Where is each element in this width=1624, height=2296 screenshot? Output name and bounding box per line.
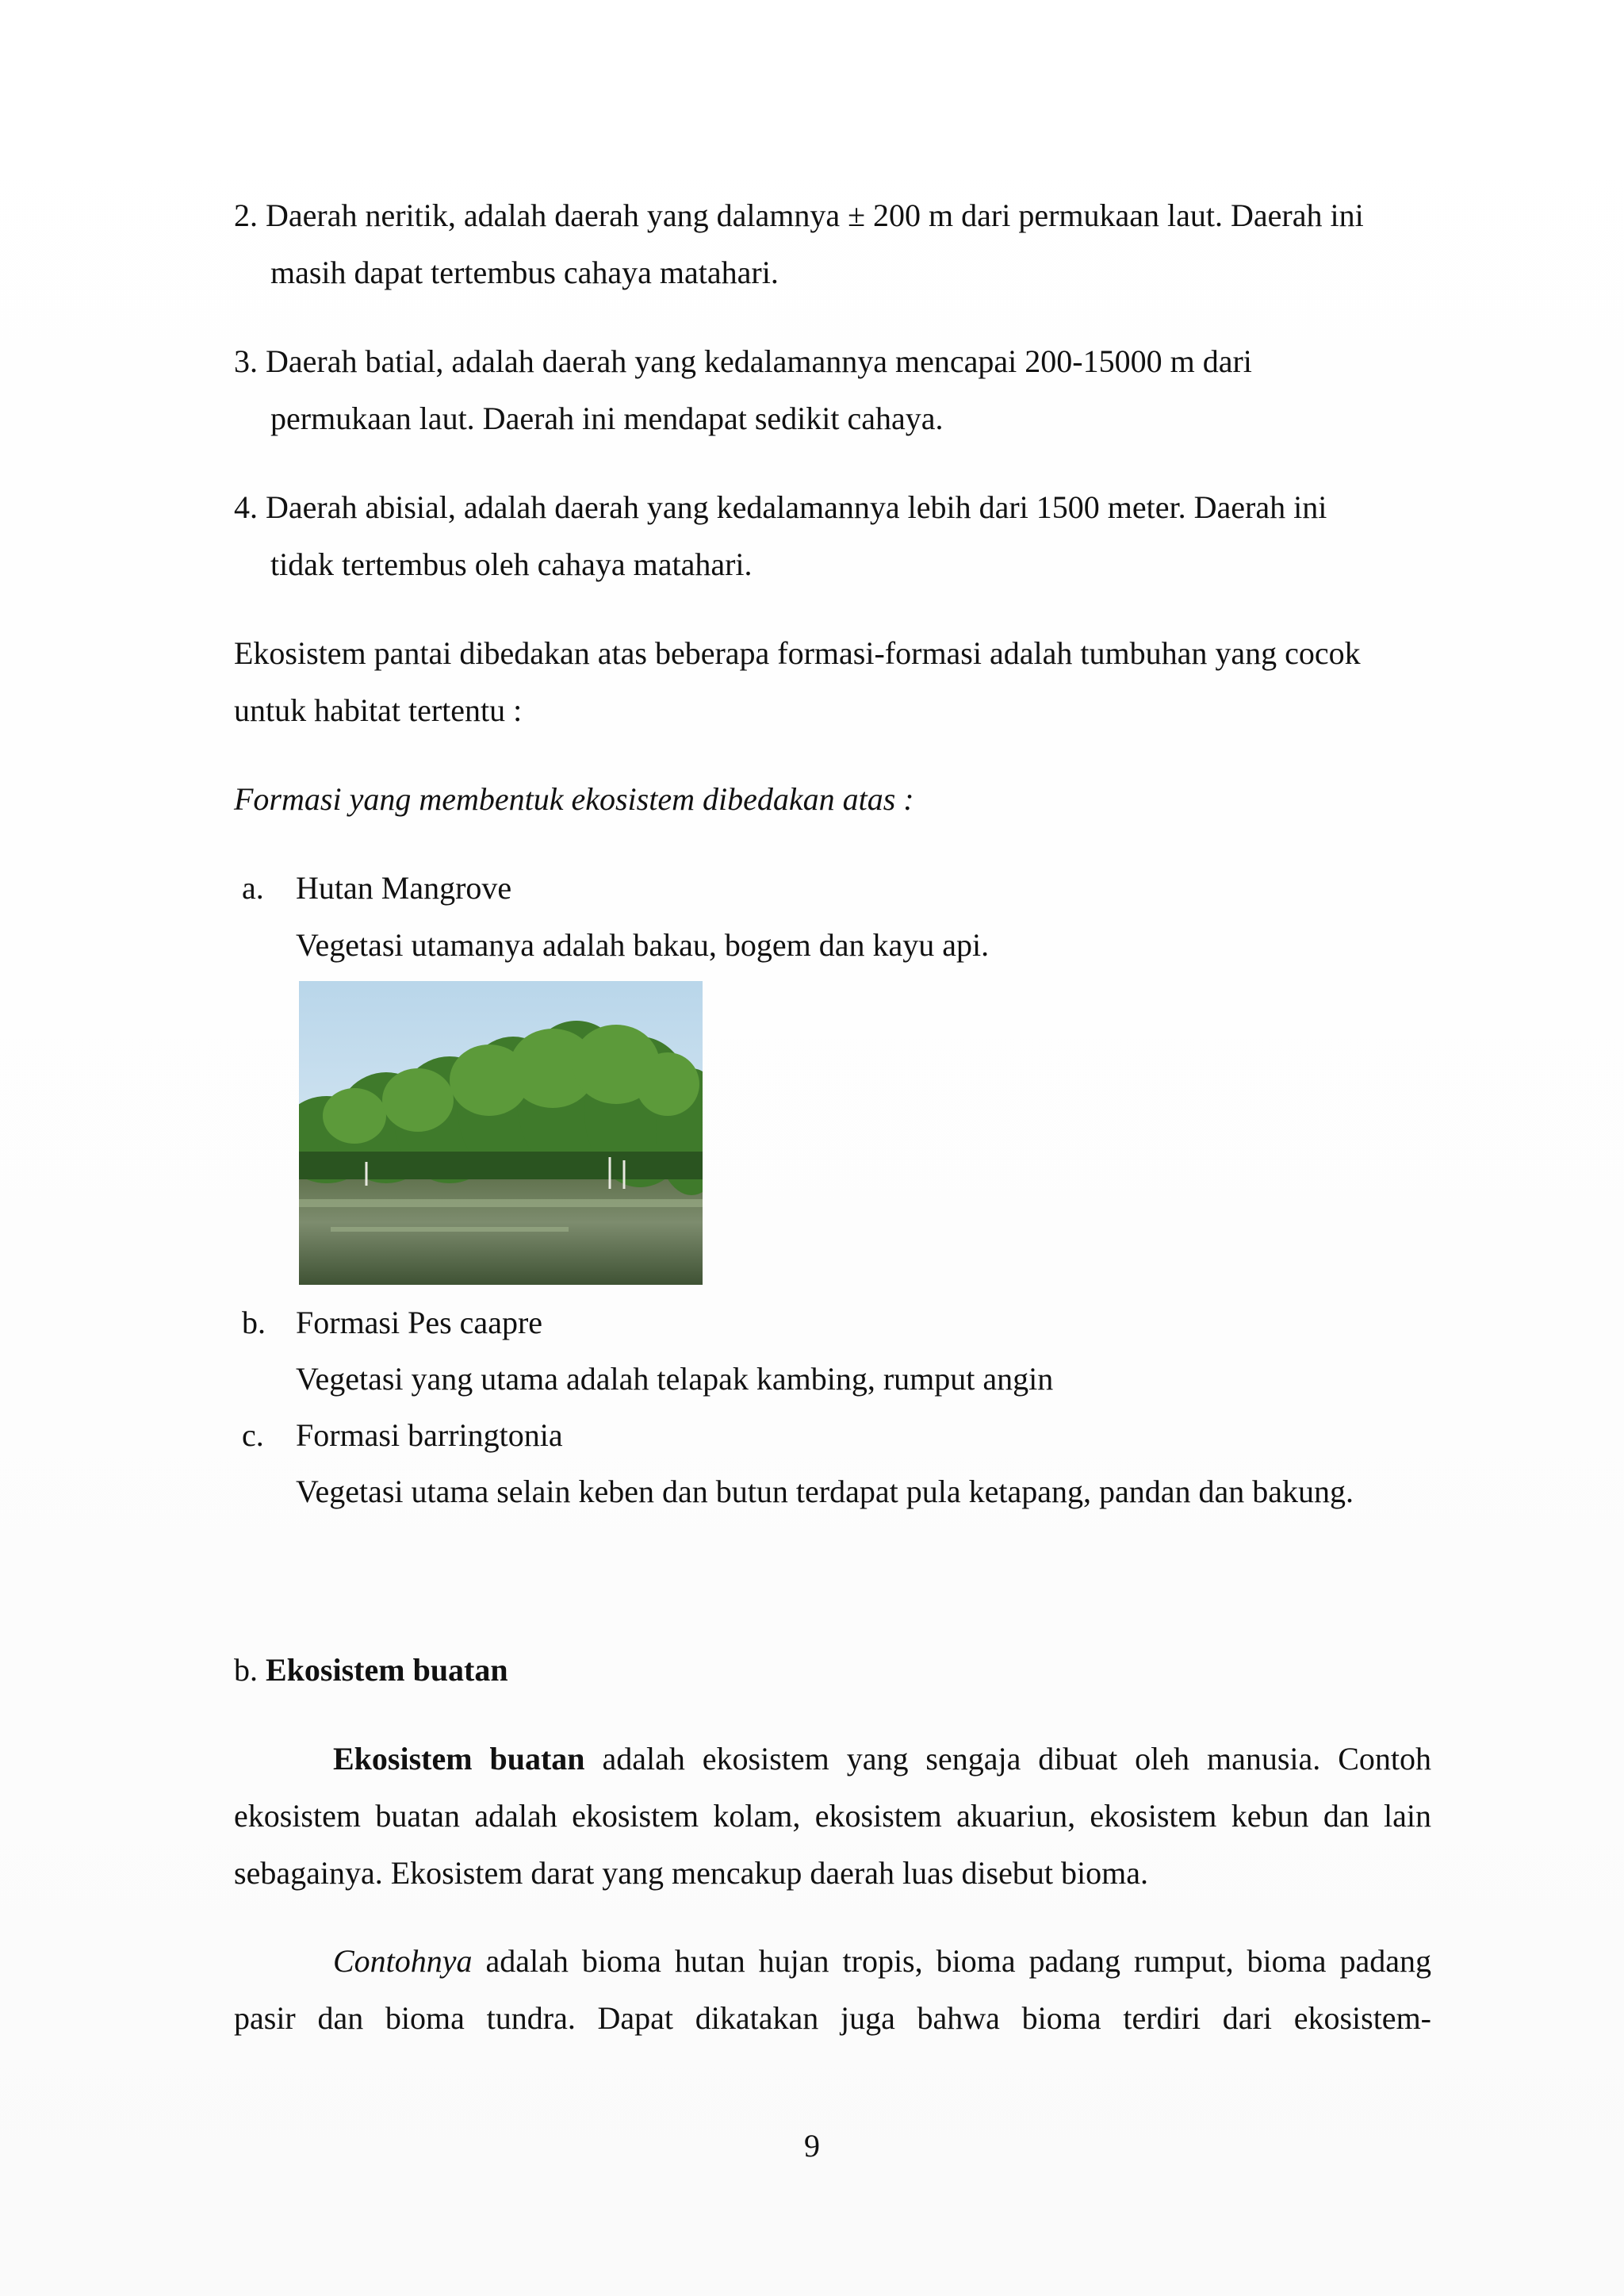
formation-item-c <box>242 1407 563 1464</box>
paragraph-line <box>234 1933 1431 1990</box>
section-title: Ekosistem buatan <box>266 1652 508 1688</box>
formation-name: Formasi Pes caapre <box>296 1305 543 1340</box>
list-item-neritik <box>234 187 1431 301</box>
formation-name: Formasi barringtonia <box>296 1417 563 1453</box>
list-item-continuation: tidak tertembus oleh cahaya matahari. <box>270 546 753 582</box>
paragraph-ekosistem-buatan <box>234 1731 1431 1902</box>
formation-name: Hutan Mangrove <box>296 870 512 906</box>
section-prefix: b. <box>234 1652 258 1688</box>
paragraph-text: adalah ekosistem yang sengaja dibuat oleh manusia. Contoh <box>602 1741 1432 1777</box>
paragraph-line <box>234 1731 1431 1788</box>
paragraph-line: pasir dan bioma tundra. Dapat dikatakan juga bahwa bioma terdiri dari ekosistem- <box>234 2000 1431 2036</box>
list-item-line: 3. Daerah batial, adalah daerah yang kedalamannya mencapai 200-15000 m dari <box>234 343 1252 379</box>
formation-letter: a. <box>242 870 264 906</box>
list-item-line: 2. Daerah neritik, adalah daerah yang dalamnya ± 200 m dari permukaan laut. Daerah ini <box>234 197 1364 233</box>
formation-letter: b. <box>242 1305 266 1340</box>
intro-paragraph <box>234 625 1431 739</box>
formasi-heading: Formasi yang membentuk ekosistem dibedakan atas : <box>234 781 914 817</box>
list-item-abisial <box>234 479 1431 593</box>
list-item-continuation: permukaan laut. Daerah ini mendapat sedikit cahaya. <box>270 401 944 436</box>
italic-term: Contohnya <box>333 1943 473 1979</box>
list-item-line: 4. Daerah abisial, adalah daerah yang kedalamannya lebih dari 1500 meter. Daerah ini <box>234 489 1327 525</box>
section-heading <box>234 1642 1431 1699</box>
formation-item-b <box>242 1294 542 1351</box>
formation-desc-a: Vegetasi utamanya adalah bakau, bogem dan kayu api. <box>296 927 990 963</box>
paragraph-line: ekosistem buatan adalah ekosistem kolam, ekosistem akuariun, ekosistem kebun dan lain <box>234 1798 1431 1834</box>
page-number: 9 <box>804 2128 820 2164</box>
list-item-continuation: masih dapat tertembus cahaya matahari. <box>270 255 779 290</box>
formation-letter: c. <box>242 1417 264 1453</box>
paragraph-contohnya <box>234 1933 1431 2047</box>
paragraph-line: sebagainya. Ekosistem darat yang mencakup daerah luas disebut bioma. <box>234 1855 1148 1891</box>
intro-line-1: Ekosistem pantai dibedakan atas beberapa formasi-formasi adalah tumbuhan yang cocok <box>234 635 1361 671</box>
list-item-batial <box>234 333 1431 447</box>
formation-desc-b: Vegetasi yang utama adalah telapak kambing, rumput angin <box>296 1361 1054 1397</box>
paragraph-text: adalah bioma hutan hujan tropis, bioma padang rumput, bioma padang <box>485 1943 1432 1979</box>
formation-desc-c: Vegetasi utama selain keben dan butun terdapat pula ketapang, pandan dan bakung. <box>296 1474 1354 1509</box>
mangrove-photo <box>299 981 703 1285</box>
bold-term: Ekosistem buatan <box>333 1741 585 1777</box>
formation-item-a <box>242 860 511 917</box>
intro-line-2: untuk habitat tertentu : <box>234 692 523 728</box>
